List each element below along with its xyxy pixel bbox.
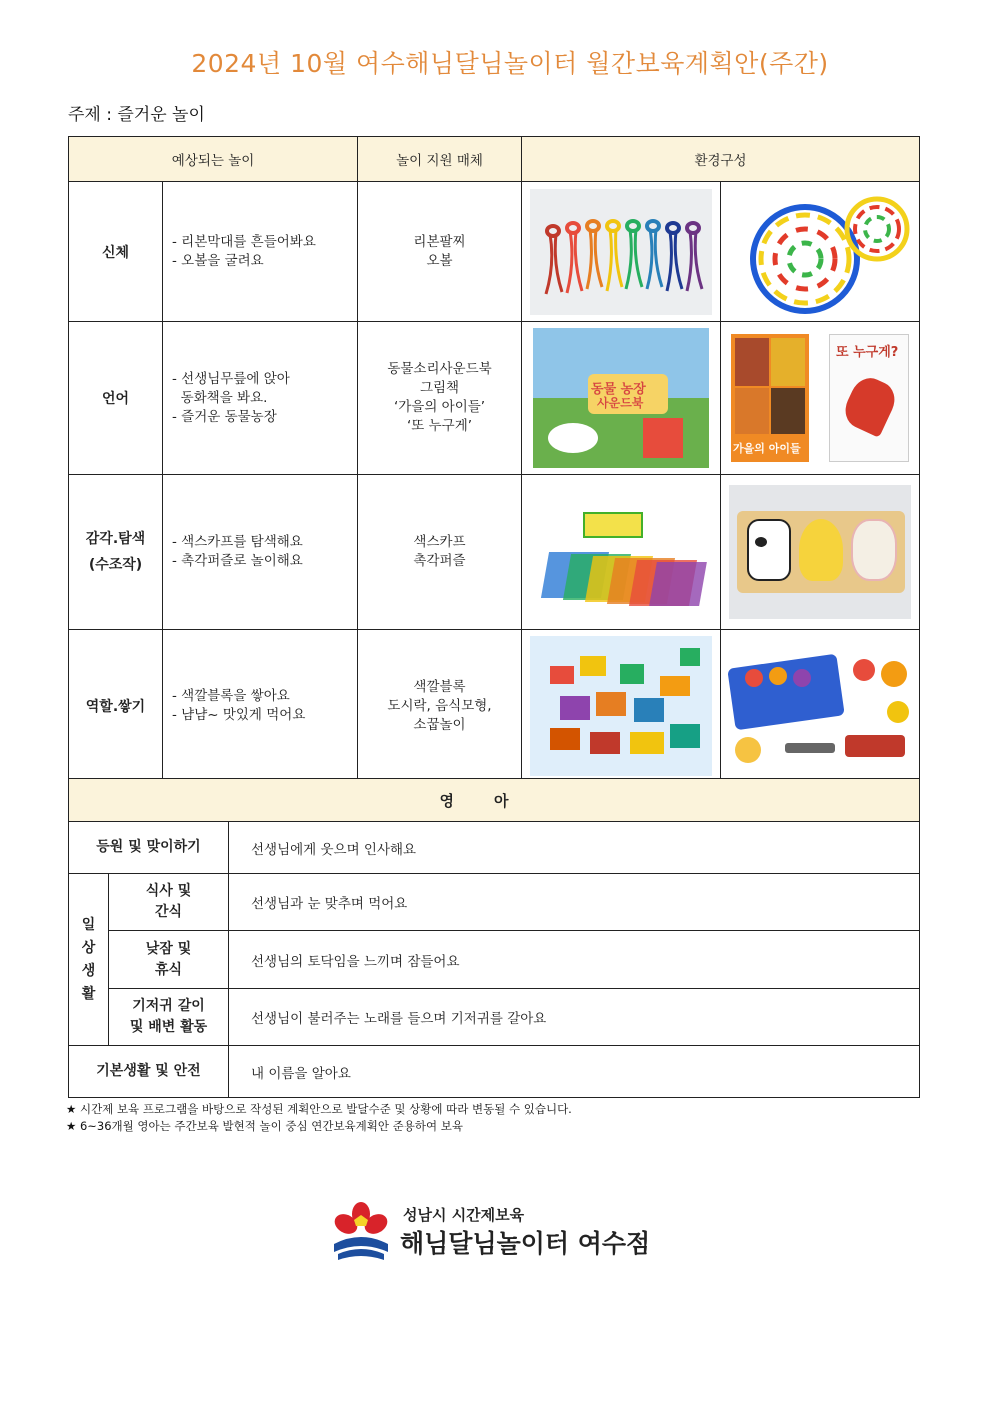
media-cell <box>358 182 522 322</box>
media-item: 리본팔찌 <box>413 233 466 250</box>
arrival-label: 등원 및 맞이하기 <box>69 822 229 874</box>
environment-image-cell <box>522 475 721 630</box>
oball-toy-photo <box>727 189 913 315</box>
infant-daily-table <box>68 778 920 1098</box>
environment-image-cell <box>721 182 920 322</box>
expected-play-cell <box>163 630 358 783</box>
book-autumn-children: 가을의 아이들 <box>731 334 809 462</box>
environment-image-cell <box>522 182 721 322</box>
meal-value: 선생님과 눈 맞추며 먹어요 <box>229 874 920 931</box>
diaper-value: 선생님이 불러주는 노래를 들으며 기저귀를 갈아요 <box>229 989 920 1046</box>
color-scarves-photo <box>533 492 709 612</box>
diaper-label: 기저귀 갈이 및 배변 활동 <box>109 989 229 1046</box>
category-role-blocks: 역할.쌓기 <box>69 630 163 783</box>
header-media: 놀이 지원 매체 <box>358 137 522 182</box>
media-item: ‘가을의 아이들’ <box>393 399 486 415</box>
play-item: - 선생님무릎에 앉아 <box>172 370 290 387</box>
media-item: 색깔블록 <box>413 678 466 695</box>
play-item: - 리본막대를 흔들어봐요 <box>172 233 316 250</box>
play-item: - 촉각퍼즐로 놀이해요 <box>172 553 303 569</box>
play-item: - 냠냠~ 맛있게 먹어요 <box>172 707 306 723</box>
organization-logo <box>330 1200 670 1264</box>
seongnam-flower-logo-icon <box>330 1200 392 1262</box>
footnote: ★ 6~36개월 영아는 주간보육 발현적 놀이 중심 연간보육계획안 준용하여 보육 <box>66 1119 463 1133</box>
media-item: ‘또 누구게’ <box>406 418 473 434</box>
media-cell <box>358 475 522 630</box>
media-item: 소꿉놀이 <box>413 716 466 733</box>
logo-title: 해님달님놀이터 여수점 <box>400 1229 651 1258</box>
play-item: - 색깔블록을 쌓아요 <box>172 688 290 704</box>
book-subtitle: 사운드북 <box>597 396 644 410</box>
book-who-else: 또 누구게? <box>829 334 909 462</box>
logo-subtitle: 성남시 시간제보육 <box>403 1206 525 1224</box>
play-item: 동화책을 봐요. <box>172 389 268 406</box>
play-item: - 즐거운 동물농장 <box>172 408 277 425</box>
theme-line: 주제 : 즐거운 놀이 <box>68 105 205 125</box>
color-blocks-photo <box>530 636 712 776</box>
nap-value: 선생님의 토닥임을 느끼며 잠들어요 <box>229 931 920 989</box>
category-sensory: 감각.탐색 (수조작) <box>69 475 163 630</box>
environment-image-cell <box>522 630 721 783</box>
media-cell <box>358 630 522 783</box>
play-item: - 오볼을 굴려요 <box>172 252 264 269</box>
animal-farm-sound-book-photo <box>533 328 709 468</box>
media-item: 도시락, 음식모형, <box>387 697 492 714</box>
basic-safety-label: 기본생활 및 안전 <box>69 1046 229 1098</box>
environment-image-cell <box>721 475 920 630</box>
picture-books-photo <box>727 328 913 468</box>
media-item: 동물소리사운드북 <box>387 361 492 377</box>
book-title: 동물 농장 <box>591 382 646 397</box>
arrival-value: 선생님에게 웃으며 인사해요 <box>229 822 920 874</box>
footnotes <box>66 1101 572 1135</box>
infant-header: 영아 <box>69 779 920 822</box>
expected-play-cell <box>163 322 358 475</box>
header-environment: 환경구성 <box>522 137 920 182</box>
expected-play-cell <box>163 475 358 630</box>
page-title: 2024년 10월 여수해님달님놀이터 월간보육계획안(주간) <box>191 49 829 78</box>
daily-life-label: 일 상 생 활 <box>69 874 109 1046</box>
nap-label: 낮잠 및 휴식 <box>109 931 229 989</box>
category-physical: 신체 <box>69 182 163 322</box>
media-item: 색스카프 <box>413 534 466 550</box>
play-plan-table <box>68 136 920 783</box>
footnote: ★ 시간제 보육 프로그램을 바탕으로 작성된 계획안으로 발달수준 및 상황에 따라 변동될 수 있습니다. <box>66 1102 572 1116</box>
play-item: - 색스카프를 탐색해요 <box>172 534 303 550</box>
media-item: 그림책 <box>419 380 460 396</box>
meal-label: 식사 및 간식 <box>109 874 229 931</box>
media-cell <box>358 322 522 475</box>
environment-image-cell <box>721 322 920 475</box>
environment-image-cell <box>721 630 920 783</box>
category-language: 언어 <box>69 322 163 475</box>
basic-safety-value: 내 이름을 알아요 <box>229 1046 920 1098</box>
environment-image-cell <box>522 322 721 475</box>
rainbow-ribbon-bracelets-photo <box>530 189 712 315</box>
expected-play-cell <box>163 182 358 322</box>
media-item: 촉각퍼즐 <box>413 553 466 569</box>
tactile-puzzle-photo <box>729 485 911 619</box>
media-item: 오볼 <box>426 252 453 269</box>
play-food-basket-photo <box>725 639 915 773</box>
header-expected-play: 예상되는 놀이 <box>69 137 358 182</box>
